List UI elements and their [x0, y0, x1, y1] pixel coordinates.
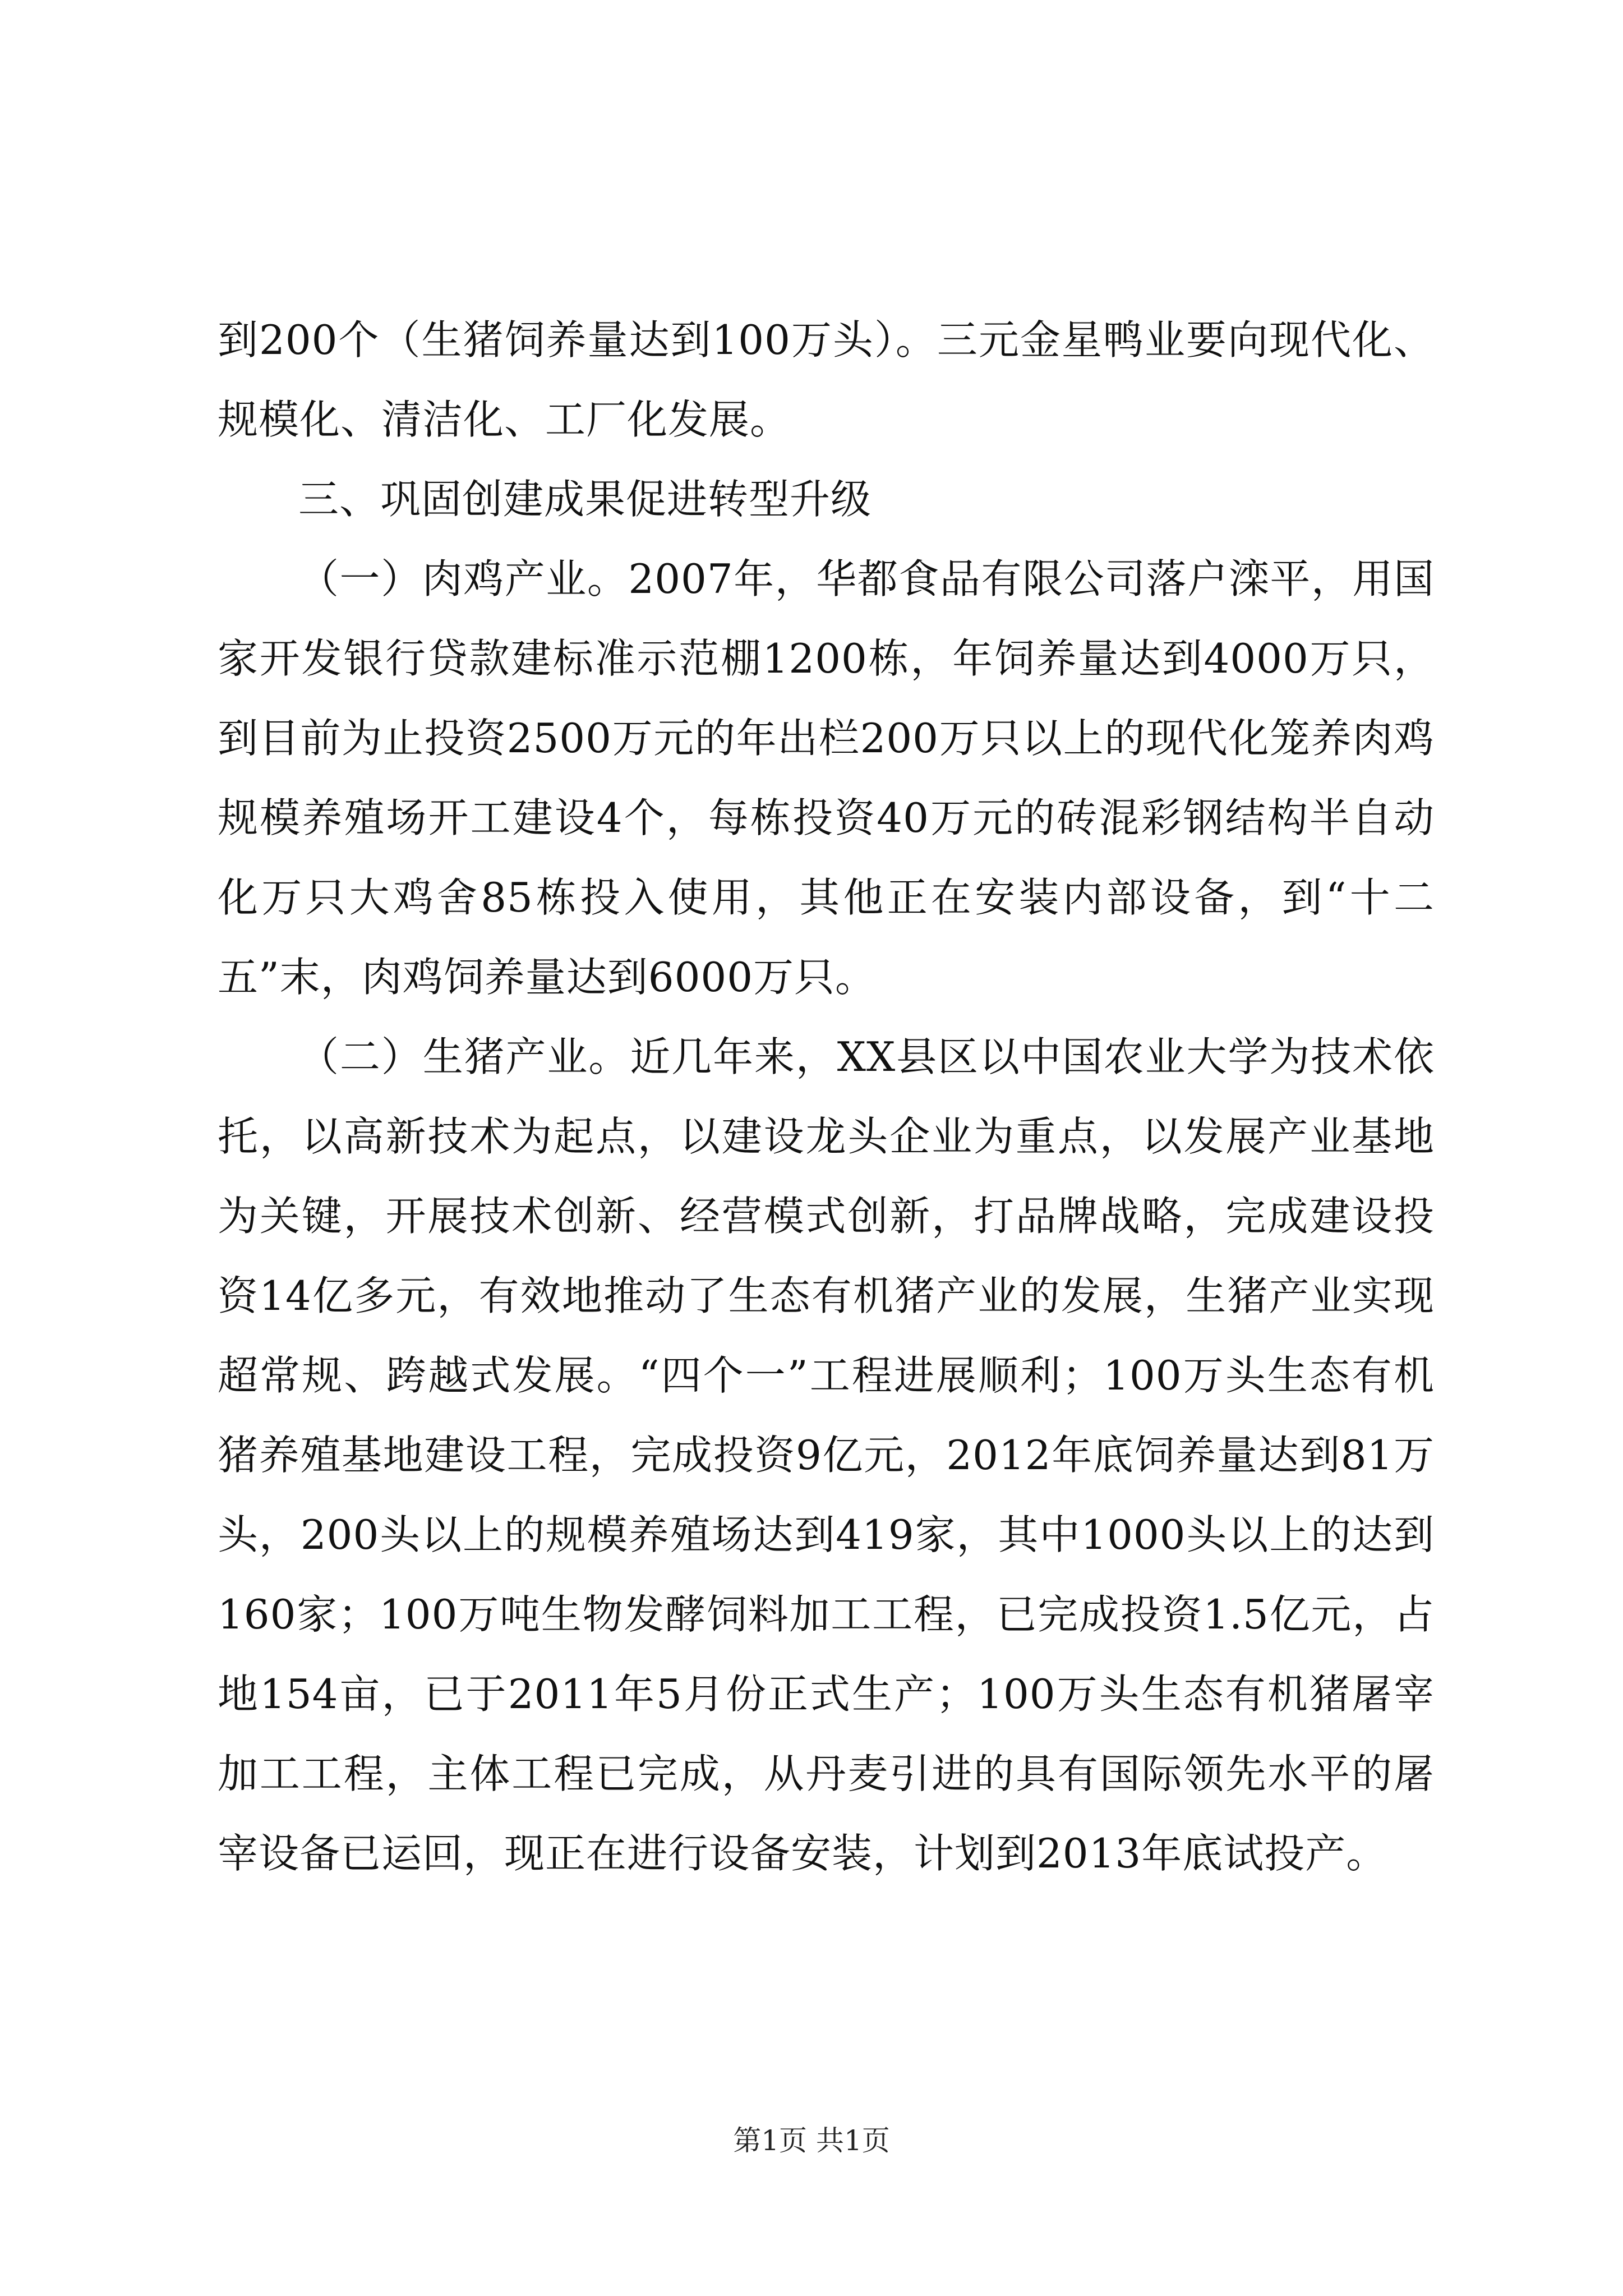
paragraph-broiler-industry: （一）肉鸡产业。2007年，华都食品有限公司落户滦平，用国家开发银行贷款建标准示范棚1200栋，年饲养量达到4000万只，到目前为止投资2500万元的年出栏200万只以上的现代化笼养肉鸡规模养殖场开工建设4个，每栋投资40万元的砖混彩钢结构半自动化万只大鸡舍85栋投入使用，其他正在安装内部设备，到“十二五”末，肉鸡饲养量达到6000万只。	[218, 555, 1435, 1001]
document-body	[218, 300, 1435, 1893]
paragraph-continuation: 到200个（生猪饲养量达到100万头）。三元金星鸭业要向现代化、规模化、清洁化、工厂化发展。	[218, 316, 1435, 443]
section-heading: 三、巩固创建成果促进转型升级	[298, 476, 872, 523]
paragraph-pig-industry: （二）生猪产业。近几年来，XX县区以中国农业大学为技术依托，以高新技术为起点，以建设龙头企业为重点，以发展产业基地为关键，开展技术创新、经营模式创新，打品牌战略，完成建设投资14亿多元，有效地推动了生态有机猪产业的发展，生猪产业实现超常规、跨越式发展。“四个一”工程进展顺利；100万头生态有机猪养殖基地建设工程，完成投资9亿元，2012年底饲养量达到81万头，200头以上的规模养殖场达到419家，其中1000头以上的达到160家；100万吨生物发酵饲料加工工程，已完成投资1.5亿元，占地154亩，已于2011年5月份正式生产；100万头生态有机猪屠宰加工工程，主体工程已完成，从丹麦引进的具有国际领先水平的屠宰设备已运回，现正在进行设备安装，计划到2013年底试投产。	[218, 1033, 1435, 1877]
page-footer: 第1页 共1页	[733, 2124, 890, 2157]
